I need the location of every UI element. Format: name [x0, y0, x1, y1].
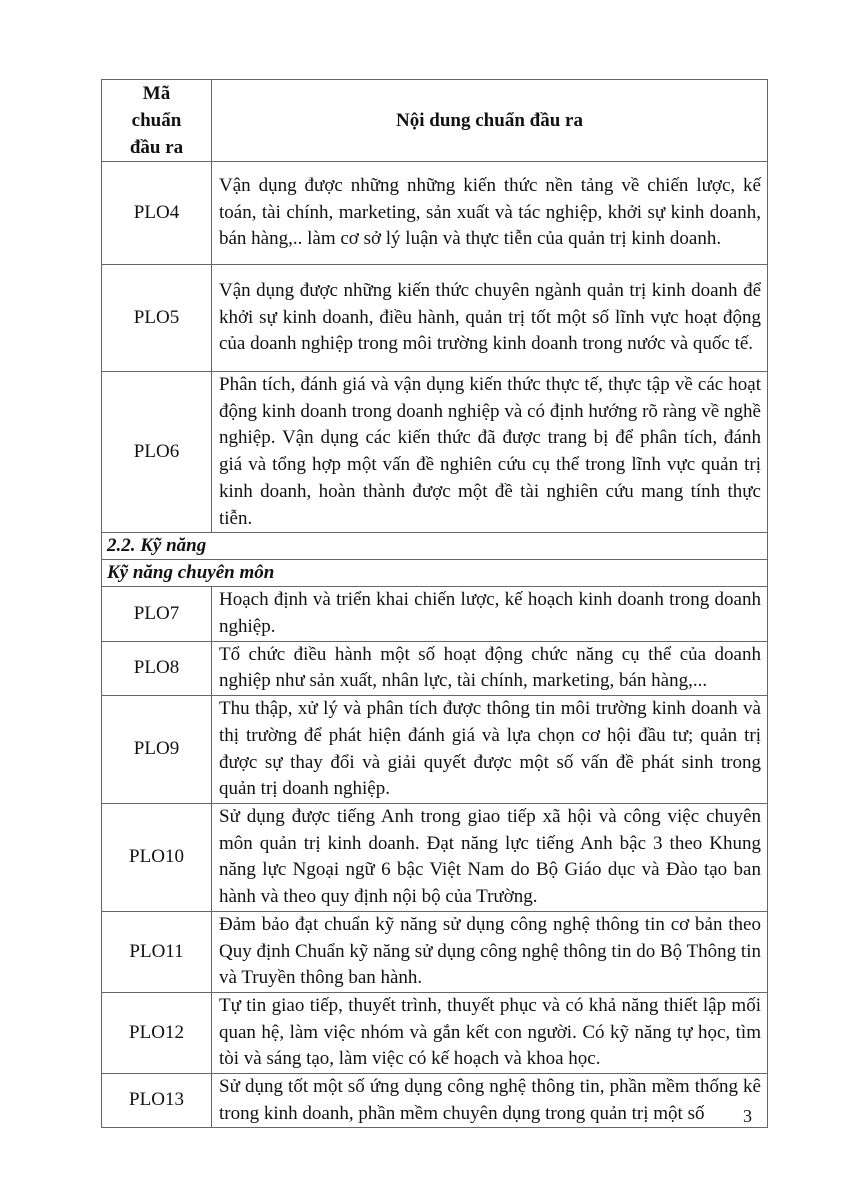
table-row: [102, 162, 768, 265]
row-content: Thu thập, xử lý và phân tích được thông tin môi trường kinh doanh và thị trường để phát hiện đánh giá và lựa chọn cơ hội đầu tư; quản trị được sự thay đổi và giải quyết được một số vấn đề phát sinh trong quản trị doanh nghiệp.: [212, 696, 768, 804]
row-content: Vận dụng được những kiến thức chuyên ngành quản trị kinh doanh để khởi sự kinh doanh, điều hành, quản trị tốt một số lĩnh vực hoạt động của doanh nghiệp trong môi trường kinh doanh trong nước và quốc tế.: [212, 265, 768, 372]
subsection-row: [102, 560, 768, 587]
row-content: Hoạch định và triển khai chiến lược, kế hoạch kinh doanh trong doanh nghiệp.: [212, 587, 768, 641]
row-content: Tổ chức điều hành một số hoạt động chức năng cụ thể của doanh nghiệp như sản xuất, nhân lực, tài chính, marketing, bán hàng,...: [212, 641, 768, 695]
row-code: PLO8: [102, 641, 212, 695]
row-code: PLO10: [102, 804, 212, 912]
page-number: 3: [743, 1106, 752, 1126]
table-header-row: [102, 80, 768, 162]
row-code: PLO12: [102, 992, 212, 1073]
row-content: Đảm bảo đạt chuẩn kỹ năng sử dụng công nghệ thông tin cơ bản theo Quy định Chuẩn kỹ năng sử dụng công nghệ thông tin do Bộ Thông tin và Truyền thông ban hành.: [212, 911, 768, 992]
row-content: Vận dụng được những những kiến thức nền tảng về chiến lược, kế toán, tài chính, marketing, sản xuất và tác nghiệp, khởi sự kinh doanh, bán hàng,.. làm cơ sở lý luận và thực tiễn của quản trị kinh doanh.: [212, 162, 768, 265]
table-row: [102, 804, 768, 912]
header-code: Mã chuẩn đầu ra: [102, 80, 212, 162]
row-code: PLO13: [102, 1074, 212, 1128]
section-row: [102, 533, 768, 560]
row-code: PLO5: [102, 265, 212, 372]
table-row: [102, 372, 768, 533]
row-code: PLO6: [102, 372, 212, 533]
table-row: [102, 265, 768, 372]
row-code: PLO11: [102, 911, 212, 992]
subsection-title: Kỹ năng chuyên môn: [102, 560, 768, 587]
table-row: [102, 587, 768, 641]
table-row: [102, 696, 768, 804]
table-row: [102, 1074, 768, 1128]
table-row: [102, 911, 768, 992]
row-code: PLO7: [102, 587, 212, 641]
row-content: Sử dụng tốt một số ứng dụng công nghệ thông tin, phần mềm thống kê trong kinh doanh, phần mềm chuyên dụng trong quản trị một số: [212, 1074, 768, 1128]
row-code: PLO9: [102, 696, 212, 804]
row-content: Sử dụng được tiếng Anh trong giao tiếp xã hội và công việc chuyên môn quản trị kinh doanh. Đạt năng lực tiếng Anh bậc 3 theo Khung năng lực Ngoại ngữ 6 bậc Việt Nam do Bộ Giáo dục và Đào tạo ban hành và theo quy định nội bộ của Trường.: [212, 804, 768, 912]
table-row: [102, 992, 768, 1073]
header-content: Nội dung chuẩn đầu ra: [212, 80, 768, 162]
row-content: Phân tích, đánh giá và vận dụng kiến thức thực tế, thực tập về các hoạt động kinh doanh trong doanh nghiệp và có định hướng rõ ràng về nghề nghiệp. Vận dụng các kiến thức đã được trang bị để phân tích, đánh giá và tổng hợp một vấn đề nghiên cứu cụ thể trong lĩnh vực quản trị kinh doanh, hoàn thành được một đề tài nghiên cứu mang tính thực tiễn.: [212, 372, 768, 533]
row-code: PLO4: [102, 162, 212, 265]
table-row: [102, 641, 768, 695]
learning-outcomes-table: [101, 79, 768, 1128]
row-content: Tự tin giao tiếp, thuyết trình, thuyết phục và có khả năng thiết lập mối quan hệ, làm việc nhóm và gắn kết con người. Có kỹ năng tự học, tìm tòi và sáng tạo, làm việc có kế hoạch và khoa học.: [212, 992, 768, 1073]
section-title: 2.2. Kỹ năng: [102, 533, 768, 560]
